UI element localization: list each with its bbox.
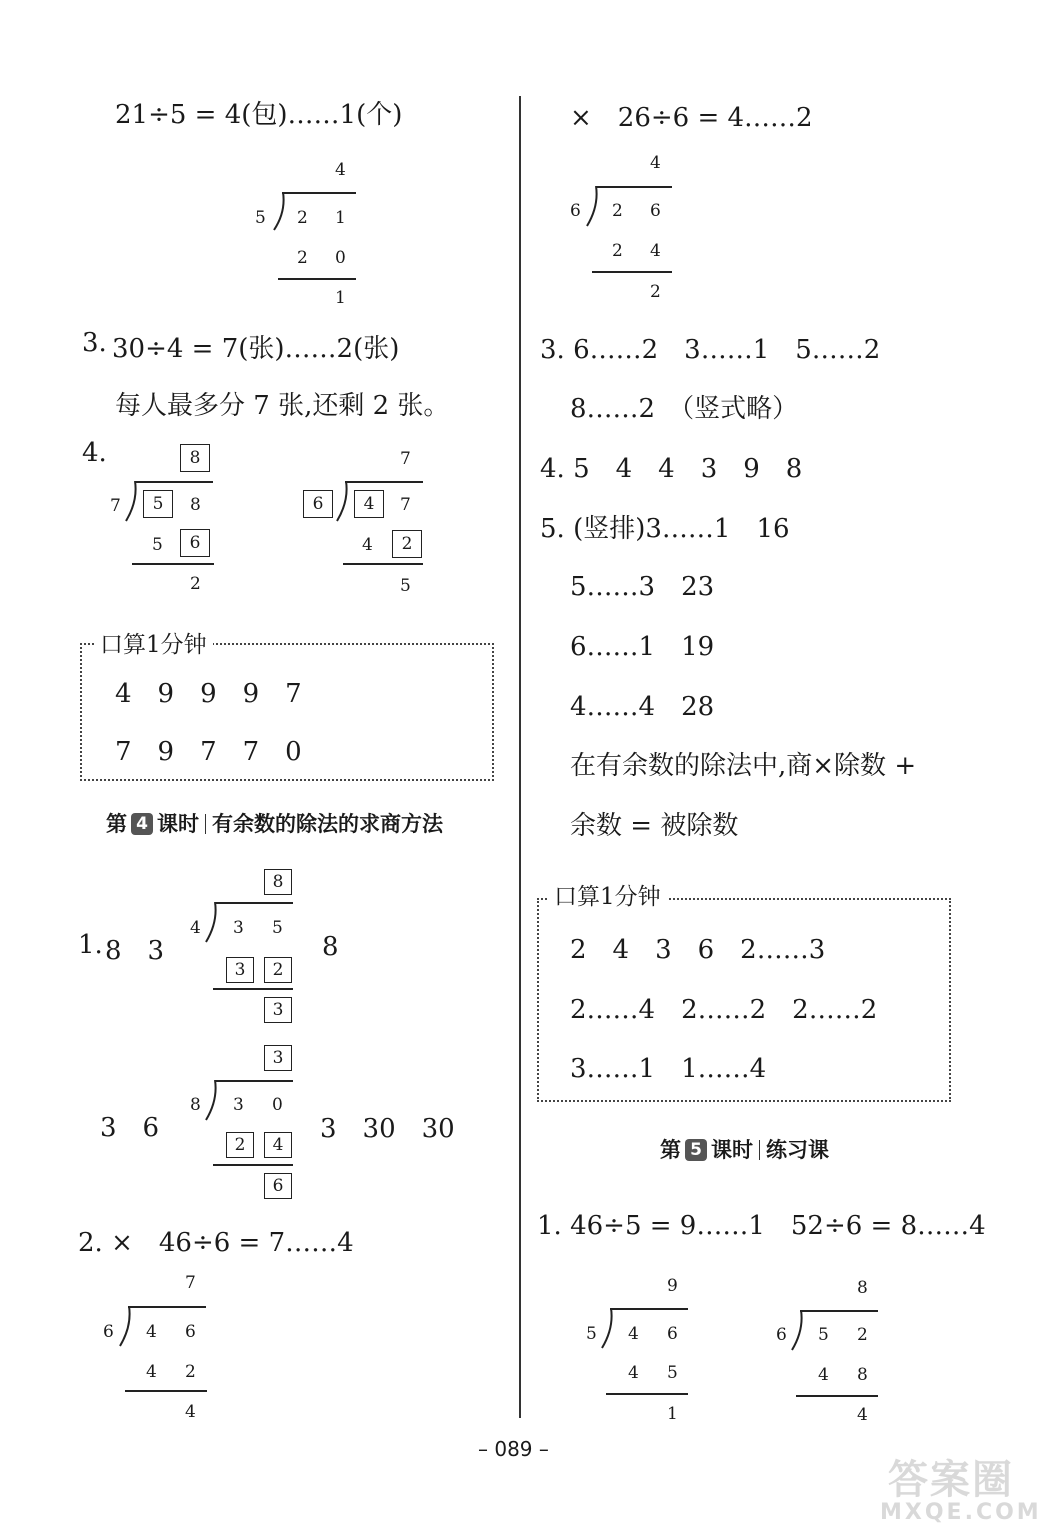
- divisor-box: 6: [303, 490, 333, 518]
- division-bracket: [585, 186, 599, 228]
- subtraction-line: [132, 563, 214, 565]
- division-bracket: [272, 192, 286, 232]
- division-bracket: [118, 1306, 132, 1348]
- lesson-label: 课时: [157, 812, 199, 836]
- product-box: 4: [264, 1132, 292, 1158]
- problem-1-answers: 3 30 30: [320, 1114, 455, 1144]
- remainder: 4: [857, 1405, 868, 1425]
- quotient: 7: [185, 1273, 196, 1293]
- dividend-digit: 6: [667, 1324, 678, 1344]
- division-bar: [128, 1306, 206, 1308]
- quotient: 8: [857, 1278, 868, 1298]
- subtraction-line: [796, 1395, 878, 1397]
- lesson-number-badge: 4: [131, 813, 153, 835]
- remainder: 5: [400, 576, 411, 596]
- dividend-digit: 0: [272, 1095, 283, 1115]
- lesson-4-header: [106, 808, 443, 838]
- watermark-logo: 答案圈: [888, 1457, 1014, 1503]
- remainder: 2: [190, 574, 201, 594]
- product-digit: 8: [857, 1365, 868, 1385]
- quotient-box: 3: [264, 1045, 292, 1071]
- division-bracket: [124, 481, 138, 523]
- dividend-digit: 7: [400, 495, 411, 515]
- dividend-digit: 2: [612, 201, 623, 221]
- problem-1-answer: 8: [322, 932, 339, 962]
- page-number: – 089 –: [478, 1437, 549, 1461]
- divisor: 5: [255, 208, 266, 228]
- problem-1-answers: 3 6: [100, 1113, 160, 1143]
- dividend-box: 5: [143, 490, 173, 518]
- dividend-digit: 6: [650, 201, 661, 221]
- product-digit: 2: [612, 241, 623, 261]
- division-bracket: [335, 481, 349, 523]
- product-box: 2: [392, 530, 422, 558]
- quotient: 7: [400, 449, 411, 469]
- dividend-digit: 2: [297, 208, 308, 228]
- division-bar: [345, 481, 423, 483]
- oral-math-title: 口算1分钟: [94, 626, 213, 659]
- quotient: 4: [335, 160, 346, 180]
- oral-math-title: 口算1分钟: [548, 878, 667, 911]
- dividend-digit: 2: [857, 1325, 868, 1345]
- question-5-rule: 余数 = 被除数: [570, 811, 739, 841]
- watermark-url: MXQE.COM: [880, 1500, 1042, 1525]
- dividend-digit: 5: [272, 918, 283, 938]
- dividend-digit: 8: [190, 495, 201, 515]
- division-bar: [610, 1308, 688, 1310]
- lesson-prefix: 第: [106, 812, 127, 836]
- question-5-answers: 6……1 19: [570, 632, 715, 662]
- question-3-equation: 30÷4 = 7(张)……2(张): [112, 334, 400, 364]
- division-bar: [215, 902, 293, 904]
- dividend-digit: 1: [335, 208, 346, 228]
- divisor: 6: [570, 201, 581, 221]
- division-bracket: [600, 1308, 614, 1350]
- lesson-number-badge: 5: [685, 1139, 707, 1161]
- lesson-5-header: [660, 1134, 829, 1164]
- quotient: 4: [650, 153, 661, 173]
- remainder: 1: [667, 1404, 678, 1424]
- dividend-digit: 4: [146, 1322, 157, 1342]
- quotient: 9: [667, 1276, 678, 1296]
- question-4-answers: 4. 5 4 4 3 9 8: [540, 454, 803, 484]
- division-bar: [215, 1080, 293, 1082]
- lesson-prefix: 第: [660, 1138, 681, 1162]
- product-box: 6: [180, 529, 210, 557]
- oral-math-row: 2……4 2……2 2……2: [570, 995, 878, 1025]
- dividend-digit: 4: [628, 1324, 639, 1344]
- question-3-answers: 3. 6……2 3……1 5……2: [540, 335, 881, 365]
- separator: [205, 814, 206, 834]
- lesson-title: 练习课: [766, 1138, 829, 1162]
- column-divider: [519, 96, 521, 1418]
- question-3-answers: 8……2 （竖式略）: [570, 394, 799, 424]
- remainder: 2: [650, 282, 661, 302]
- divisor: 6: [103, 1322, 114, 1342]
- question-5-rule: 在有余数的除法中,商×除数 +: [570, 751, 917, 781]
- product-digit: 2: [185, 1362, 196, 1382]
- product-digit: 4: [628, 1363, 639, 1383]
- product-digit: 4: [818, 1365, 829, 1385]
- subtraction-line: [278, 278, 356, 280]
- divisor: 5: [586, 1324, 597, 1344]
- dividend-digit: 5: [818, 1325, 829, 1345]
- product-box: 3: [226, 957, 254, 983]
- dividend-digit: 3: [233, 918, 244, 938]
- question-5-answers: 4……4 28: [570, 692, 715, 722]
- lesson-title: 有余数的除法的求商方法: [212, 812, 443, 836]
- dividend-digit: 3: [233, 1095, 244, 1115]
- product-box: 2: [264, 957, 292, 983]
- subtraction-line: [125, 1390, 207, 1392]
- divisor: 4: [190, 918, 201, 938]
- divisor: 7: [110, 496, 121, 516]
- separator: [759, 1140, 760, 1160]
- product-digit: 5: [152, 535, 163, 555]
- lesson-label: 课时: [711, 1138, 753, 1162]
- division-bar: [135, 481, 213, 483]
- division-bracket: [204, 1080, 218, 1122]
- divisor: 6: [776, 1325, 787, 1345]
- divisor: 8: [190, 1095, 201, 1115]
- question-3-answer: 每人最多分 7 张,还剩 2 张。: [115, 391, 450, 421]
- subtraction-line: [592, 271, 672, 273]
- product-digit: 4: [146, 1362, 157, 1382]
- quotient-box: 8: [180, 444, 210, 472]
- dividend-digit: 6: [185, 1322, 196, 1342]
- product-digit: 4: [650, 241, 661, 261]
- answer-line-26-div-6: × 26÷6 = 4……2: [570, 103, 813, 133]
- subtraction-line: [213, 1164, 293, 1166]
- remainder: 4: [185, 1402, 196, 1422]
- product-box: 2: [226, 1132, 254, 1158]
- problem-1-equations: 1. 46÷5 = 9……1 52÷6 = 8……4: [537, 1211, 986, 1241]
- question-5-answers: 5. (竖排)3……1 16: [540, 514, 790, 544]
- problem-1-answers: 8 3: [105, 936, 165, 966]
- subtraction-line: [213, 988, 293, 990]
- product-digit: 5: [667, 1363, 678, 1383]
- quotient-box: 8: [264, 869, 292, 895]
- remainder-box: 6: [264, 1173, 292, 1199]
- subtraction-line: [606, 1393, 688, 1395]
- product-digit: 0: [335, 248, 346, 268]
- oral-math-row: 4 9 9 9 7: [115, 679, 302, 709]
- question-3-number: 3.: [82, 328, 107, 358]
- division-bracket: [790, 1310, 804, 1352]
- division-bar: [282, 192, 356, 194]
- division-bracket: [204, 902, 218, 944]
- problem-1-number: 1.: [78, 930, 103, 960]
- remainder: 1: [335, 288, 346, 308]
- remainder-box: 3: [264, 997, 292, 1023]
- answer-line-21-div-5: 21÷5 = 4(包)……1(个): [115, 100, 403, 130]
- question-4-number: 4.: [82, 438, 107, 468]
- product-digit: 4: [362, 535, 373, 555]
- problem-2-equation: 2. × 46÷6 = 7……4: [78, 1228, 354, 1258]
- subtraction-line: [343, 563, 423, 565]
- oral-math-row: 3……1 1……4: [570, 1054, 767, 1084]
- division-bar: [800, 1310, 878, 1312]
- division-bar: [596, 186, 672, 188]
- oral-math-row: 2 4 3 6 2……3: [570, 935, 826, 965]
- oral-math-row: 7 9 7 7 0: [115, 737, 302, 767]
- question-5-answers: 5……3 23: [570, 572, 715, 602]
- dividend-box: 4: [354, 490, 384, 518]
- product-digit: 2: [297, 248, 308, 268]
